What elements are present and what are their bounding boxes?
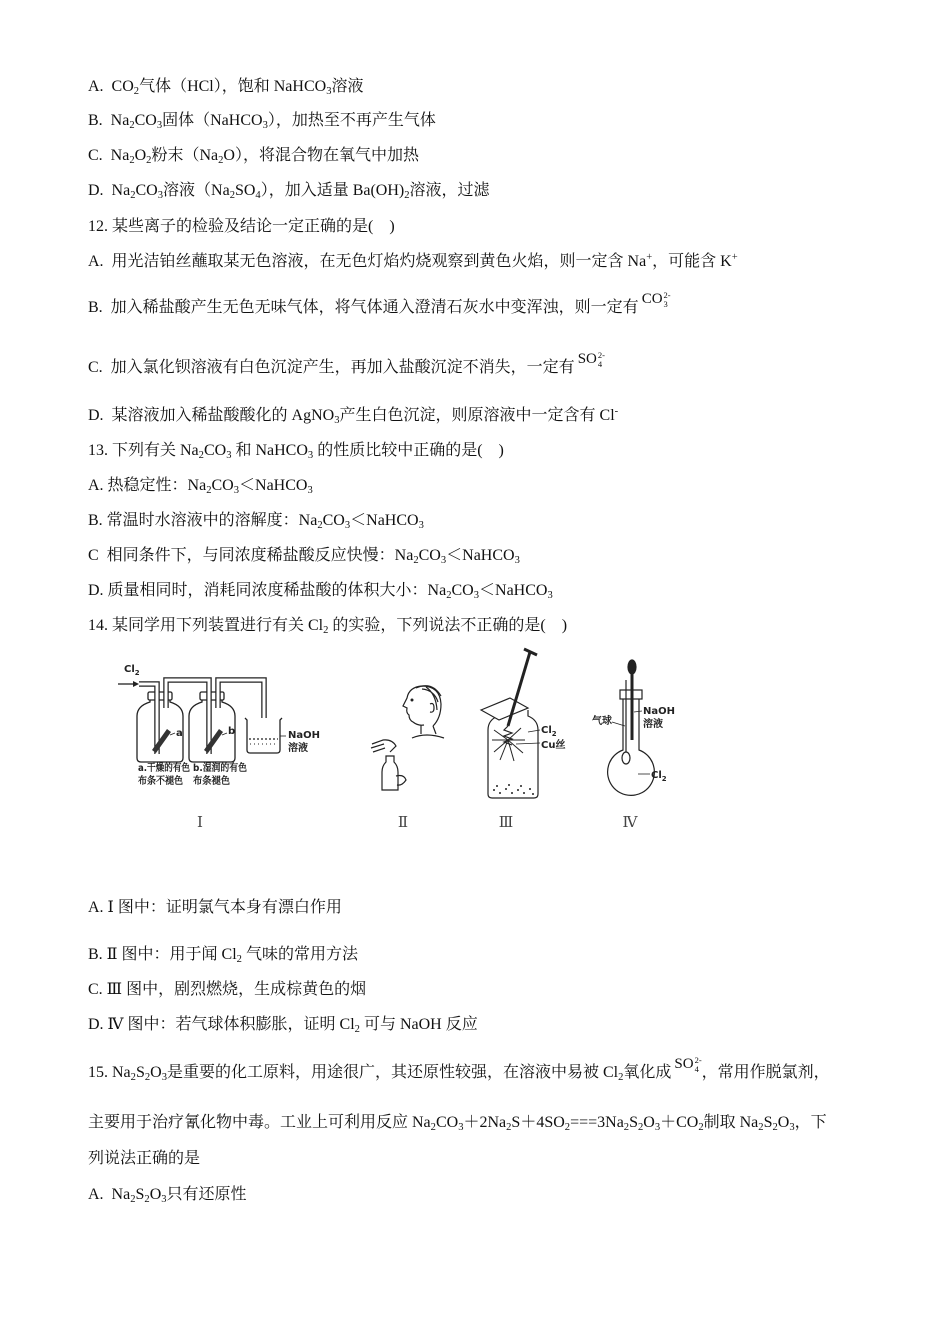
text-segment: 的实验，下列说法不正确的是( ) (328, 617, 568, 634)
ion-symbol: CO (641, 291, 663, 307)
q13-option-c (88, 545, 520, 567)
q11-option-b (88, 110, 436, 132)
q13-option-a (88, 475, 313, 497)
subscript: 3 (473, 590, 480, 602)
text-segment: 12. 某些离子的检验及结论一定正确的是( ) (88, 218, 395, 235)
subscript: 2 (229, 190, 235, 202)
text-segment: 产生白色沉淀，则原溶液中一定含有 Cl (339, 407, 615, 424)
q14-option-d (88, 1014, 478, 1036)
text-segment: 可与 NaOH 反应 (359, 1016, 478, 1033)
subscript: 2 (130, 1072, 136, 1084)
text-segment: ＜NaHCO (446, 547, 515, 564)
ion-formula (578, 351, 605, 368)
ion-charge-stack (664, 291, 671, 308)
q11-option-a (88, 76, 363, 98)
text-segment: 氧化成 (623, 1064, 672, 1081)
subscript: 3 (344, 520, 351, 532)
gas-jar (488, 710, 538, 798)
q13-option-d (88, 580, 553, 602)
subscript: 2 (133, 86, 140, 98)
text-segment: ，下 (794, 1114, 827, 1131)
subscript: 2 (698, 1122, 704, 1134)
subscript: 3 (156, 120, 163, 132)
chlorine-label: $Cl_2$ (124, 664, 140, 677)
q11-option-d (88, 180, 490, 202)
eye (411, 699, 413, 701)
text-segment: ），加入适量 Ba(OH) (260, 182, 405, 199)
text-segment: ，可能含 K (652, 253, 732, 270)
subscript: 2 (130, 190, 136, 202)
copper-wire-label: Cu丝 (541, 740, 566, 751)
ion-charge: 2- (597, 350, 605, 361)
text-segment: O (149, 1186, 162, 1203)
text-segment: 溶液（Na (163, 182, 230, 199)
text-segment: CO (134, 112, 157, 129)
text-segment: 是重要的化工原料，用途很广，其还原性较强，在溶液中易被 Cl (166, 1064, 619, 1081)
q14-option-a (88, 897, 342, 919)
text-segment: ，常用作脱氯剂， (701, 1064, 830, 1081)
text-segment: B. 加入稀盐酸产生无色无味气体，将气体通入澄清石灰水中变浑浊，则一定有 (88, 299, 639, 316)
subscript: 3 (161, 1194, 167, 1206)
text-segment: S (135, 1064, 145, 1081)
neck-and-shoulder (412, 725, 444, 738)
apparatus-3 (481, 649, 565, 831)
waving-hand (371, 740, 396, 752)
q12-stem (88, 216, 395, 238)
text-segment: A. Na (88, 1186, 131, 1203)
text-segment: ＜NaHCO (350, 512, 419, 529)
text-segment: O (134, 147, 147, 164)
subscript: 2 (772, 1122, 778, 1134)
dropper-label-line-1: NaOH (643, 706, 675, 717)
text-segment: 溶液，过滤 (409, 182, 490, 199)
text-segment: 制取 Na (703, 1114, 759, 1131)
caption-a-line-2: 布条不褪色 (138, 776, 188, 787)
q15-option-a (88, 1184, 247, 1206)
ion-formula (674, 1056, 701, 1073)
label-b: b (228, 726, 236, 737)
apparatus-1 (118, 664, 320, 831)
figure-number-3: Ⅲ (498, 815, 514, 831)
subscript: 3 (334, 415, 340, 427)
q12-option-c (88, 350, 605, 379)
text-segment: B. Na (88, 112, 130, 129)
subscript: 2 (404, 190, 410, 202)
text-segment: D. Ⅳ 图中：若气球体积膨胀，证明 Cl (88, 1016, 355, 1033)
chlorine-label: $Cl_2$ (651, 770, 667, 783)
text-segment: A. 热稳定性：Na (88, 477, 207, 494)
head-outline (403, 686, 441, 726)
text-segment: ＋CO (660, 1114, 699, 1131)
hair (416, 686, 441, 710)
subscript: 3 (418, 520, 424, 532)
subscript: 3 (547, 590, 553, 602)
label-a: a (176, 728, 183, 739)
balloon (622, 752, 630, 764)
subscript: 2 (130, 1194, 136, 1206)
q14-stem (88, 615, 567, 637)
text-segment: 15. Na (88, 1064, 131, 1081)
caption-a-line-1: a.干燥的有色 (138, 763, 199, 774)
text-segment: S (135, 1186, 145, 1203)
text-segment: 13. 下列有关 Na (88, 442, 199, 459)
text-segment: ===3Na (570, 1114, 624, 1131)
text-segment: O (643, 1114, 655, 1131)
text-segment: 列说法正确的是 (88, 1150, 201, 1167)
subscript: 2 (506, 1122, 512, 1134)
ion-index: 4 (694, 1063, 699, 1074)
subscript: 3 (514, 555, 520, 567)
text-segment: A. Ⅰ 图中：证明氯气本身有漂白作用 (88, 899, 342, 916)
ion-index: 4 (597, 358, 603, 369)
apparatus-4 (592, 660, 675, 831)
q15-stem-line-2 (88, 1112, 827, 1134)
text-segment: 主要用于治疗氰化物中毒。工业上可利用反应 Na (88, 1114, 431, 1131)
subscript: 3 (789, 1122, 795, 1134)
text-segment: B. 常温时水溶液中的溶解度：Na (88, 512, 318, 529)
q14-option-c (88, 979, 366, 1001)
ear (430, 704, 434, 713)
dropper-label-line-2: 溶液 (643, 719, 663, 730)
subscript: 2 (129, 120, 135, 132)
q15-stem-line-3 (88, 1148, 200, 1170)
subscript: 2 (144, 1072, 151, 1084)
subscript: 2 (430, 1122, 436, 1134)
subscript: 2 (354, 1024, 360, 1036)
subscript: 3 (458, 1122, 464, 1134)
text-segment: S (629, 1114, 638, 1131)
text-segment: CO (451, 582, 474, 599)
beaker-label-line-2: 溶液 (288, 743, 308, 754)
q15-stem-line-1 (88, 1055, 830, 1084)
subscript: 2 (218, 155, 224, 167)
text-segment: A. CO (88, 78, 134, 95)
text-segment: A. 用光洁铂丝蘸取某无色溶液，在无色灯焰灼烧观察到黄色火焰，则一定含 Na (88, 253, 647, 270)
q14-option-b (88, 944, 358, 966)
subscript: 3 (654, 1122, 661, 1134)
text-segment: O (777, 1114, 790, 1131)
ion-symbol: SO (577, 351, 597, 367)
text-segment: 气味的常用方法 (241, 946, 358, 963)
text-segment: CO (435, 1114, 459, 1131)
subscript: 3 (326, 86, 332, 98)
text-segment: 14. 某同学用下列装置进行有关 Cl (88, 617, 324, 634)
q12-option-d (88, 405, 618, 427)
subscript: 2 (413, 555, 419, 567)
caption-b-line-2: 布条褪色 (193, 776, 233, 787)
text-segment: O (150, 1064, 162, 1081)
figure-number-4: Ⅳ (622, 815, 638, 831)
text-segment: C. Ⅲ 图中，剧烈燃烧，生成棕黄色的烟 (88, 981, 367, 998)
subscript: 2 (323, 625, 329, 637)
subscript: 2 (758, 1122, 764, 1134)
subscript: 3 (440, 555, 447, 567)
subscript: 3 (226, 450, 232, 462)
text-segment: CO (322, 512, 345, 529)
subscript: 2 (446, 590, 452, 602)
figure-number-2: Ⅱ (397, 815, 409, 831)
text-segment: 气体（HCl），饱和 NaHCO (139, 78, 327, 95)
text-segment: C 相同条件下，与同浓度稀盐酸反应快慢：Na (88, 547, 414, 564)
subscript: 3 (233, 485, 240, 497)
ion-charge-stack (695, 1056, 702, 1073)
text-segment: S＋4SO (511, 1114, 565, 1131)
figure-number-1: Ⅰ (197, 815, 203, 831)
text-segment: 溶液 (331, 78, 364, 95)
subscript: 3 (157, 190, 164, 202)
gas-inlet-arrow (118, 681, 139, 687)
ion-formula (642, 291, 671, 308)
ion-index: 3 (663, 298, 668, 309)
beaker-label-line-1: NaOH (288, 730, 320, 741)
text-segment: 固体（NaHCO (162, 112, 263, 129)
q13-option-b (88, 510, 424, 532)
ion-symbol: SO (674, 1056, 694, 1072)
text-segment: CO (203, 442, 227, 459)
text-segment: D. Na (88, 182, 131, 199)
text-segment: CO (135, 182, 158, 199)
text-segment: S (763, 1114, 773, 1131)
beaker (245, 718, 282, 753)
gas-bottle (382, 756, 398, 790)
subscript: 2 (618, 1072, 624, 1084)
q11-option-c (88, 145, 419, 167)
q12-option-b (88, 290, 671, 319)
text-segment: ），加热至不再产生气体 (267, 112, 436, 129)
subscript: 4 (255, 190, 261, 202)
text-segment: 的性质比较中正确的是( ) (313, 442, 504, 459)
text-segment: C. 加入氯化钡溶液有白色沉淀产生，再加入盐酸沉淀不消失，一定有 (88, 359, 575, 376)
subscript: 2 (564, 1122, 571, 1134)
superscript: - (614, 406, 619, 418)
text-segment: SO (234, 182, 256, 199)
ion-charge-stack (598, 351, 605, 368)
superscript: + (646, 252, 653, 264)
subscript: 3 (161, 1072, 167, 1084)
ion-charge: 2- (694, 1055, 702, 1066)
caption-b-line-1: b.湿润的有色 (193, 763, 254, 774)
text-segment: C. Na (88, 147, 130, 164)
text-segment: D. 某溶液加入稀盐酸酸化的 AgNO (88, 407, 335, 424)
superscript: + (731, 252, 738, 264)
subscript: 2 (317, 520, 323, 532)
text-segment: 只有还原性 (166, 1186, 247, 1203)
apparatus-figure (100, 640, 700, 840)
text-segment: B. Ⅱ 图中：用于闻 Cl (88, 946, 237, 963)
text-segment: ＋2Na (463, 1114, 507, 1131)
subscript: 2 (206, 485, 212, 497)
text-segment: ＜NaHCO (479, 582, 548, 599)
text-segment: D. 质量相同时，消耗同浓度稀盐酸的体积大小：Na (88, 582, 447, 599)
text-segment: CO (211, 477, 234, 494)
subscript: 2 (144, 1194, 150, 1206)
subscript: 3 (307, 450, 314, 462)
text-segment: 粉末（Na (151, 147, 219, 164)
subscript: 3 (307, 485, 313, 497)
subscript: 2 (637, 1122, 644, 1134)
ion-charge: 2- (663, 290, 671, 301)
text-segment: O），将混合物在氧气中加热 (223, 147, 419, 164)
subscript: 2 (146, 155, 152, 167)
apparatus-2 (371, 686, 444, 831)
text-segment: ＜NaHCO (239, 477, 308, 494)
dropper-bulb (628, 660, 636, 674)
subscript: 2 (129, 155, 135, 167)
q13-stem (88, 440, 504, 462)
chlorine-label: $Cl_2$ (541, 725, 557, 738)
balloon-label: 气球 (592, 716, 612, 727)
text-segment: CO (418, 547, 441, 564)
subscript: 3 (262, 120, 268, 132)
subscript: 2 (623, 1122, 630, 1134)
text-segment: 和 NaHCO (231, 442, 308, 459)
subscript: 2 (236, 954, 242, 966)
q12-option-a (88, 251, 738, 273)
subscript: 2 (198, 450, 204, 462)
